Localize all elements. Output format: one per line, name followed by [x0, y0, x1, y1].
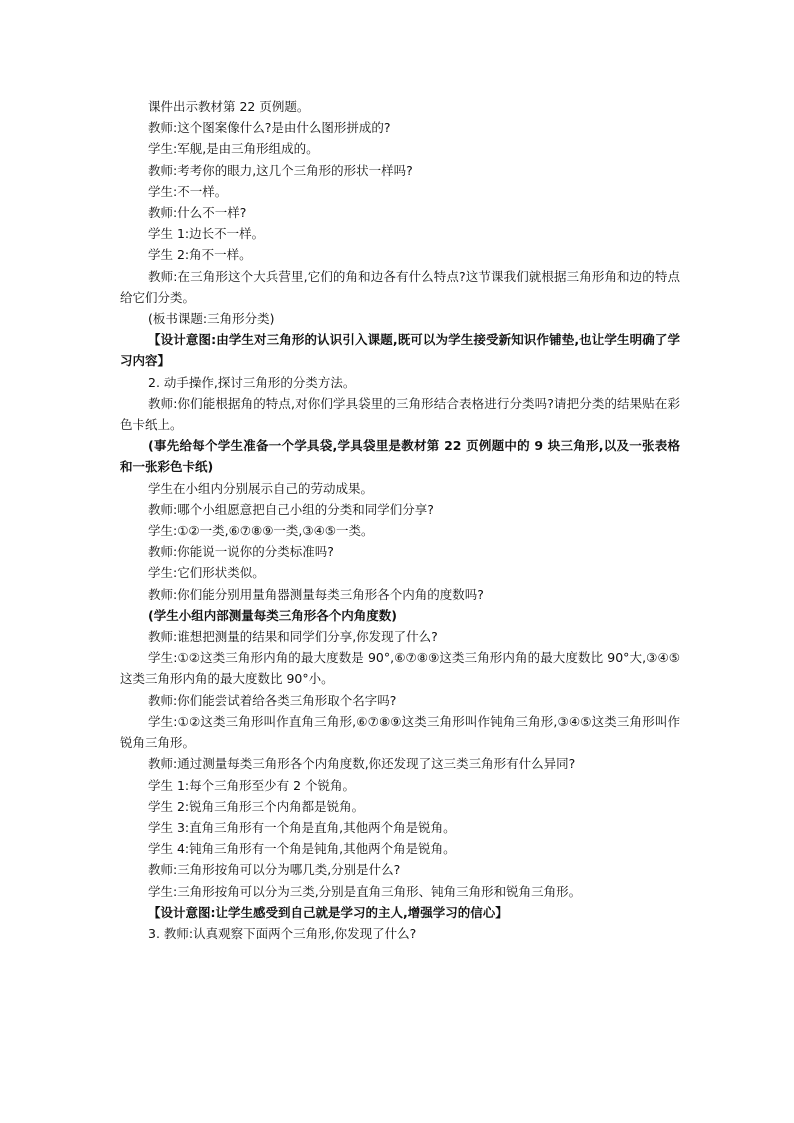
design-intent-note: 【设计意图:让学生感受到自己就是学习的主人,增强学习的信心】	[148, 904, 508, 920]
text-line: 学生:它们形状类似。	[148, 565, 265, 581]
text-paragraph: 学生:①②这类三角形叫作直角三角形,⑥⑦⑧⑨这类三角形叫作钝角三角形,③④⑤这类三角形叫作锐角三角形。	[120, 713, 680, 751]
section-heading: 2. 动手操作,探讨三角形的分类方法。	[148, 374, 356, 390]
text-line: 学生 2:角不一样。	[148, 247, 252, 263]
text-line: 学生:不一样。	[148, 183, 228, 199]
text-line: 教师:考考你的眼力,这几个三角形的形状一样吗?	[148, 162, 413, 178]
text-paragraph: 学生:三角形按角可以分为三类,分别是直角三角形、钝角三角形和锐角三角形。	[148, 883, 582, 899]
activity-note: (学生小组内部测量每类三角形各个内角度数)	[148, 607, 397, 623]
text-line: (板书课题:三角形分类)	[148, 311, 275, 327]
text-paragraph: 学生:①②这类三角形内角的最大度数是 90°,⑥⑦⑧⑨这类三角形内角的最大度数比 90°大,③④⑤这类三角形内角的最大度数比 90°小。	[120, 650, 680, 687]
design-intent-note: 【设计意图:由学生对三角形的认识引入课题,既可以为学生接受新知识作铺垫,也让学生明确了学习内容】	[120, 332, 680, 369]
text-line: 学生 4:钝角三角形有一个角是钝角,其他两个角是锐角。	[148, 841, 456, 857]
text-line: 教师:哪个小组愿意把自己小组的分类和同学们分享?	[148, 501, 434, 517]
text-line: 学生 2:锐角三角形三个内角都是锐角。	[148, 798, 365, 814]
text-paragraph: 教师:在三角形这个大兵营里,它们的角和边各有什么特点?这节课我们就根据三角形角和边的特点给它们分类。	[120, 268, 680, 305]
text-line: 教师:这个图案像什么?是由什么图形拼成的?	[148, 120, 391, 136]
text-line: 教师:谁想把测量的结果和同学们分享,你发现了什么?	[148, 629, 438, 645]
preparation-note: (事先给每个学生准备一个学具袋,学具袋里是教材第 22 页例题中的 9 块三角形,以及一张表格和一张彩色卡纸)	[120, 438, 680, 475]
text-line: 教师:你们能分别用量角器测量每类三角形各个内角的度数吗?	[148, 586, 484, 602]
text-line: 学生 1:边长不一样。	[148, 226, 265, 242]
text-line: 学生 1:每个三角形至少有 2 个锐角。	[148, 777, 356, 793]
section-heading: 3. 教师:认真观察下面两个三角形,你发现了什么?	[148, 925, 417, 941]
document-body	[120, 96, 680, 944]
text-line: 教师:你能说一说你的分类标准吗?	[148, 544, 334, 560]
text-line: 学生:①②一类,⑥⑦⑧⑨一类,③④⑤一类。	[148, 523, 374, 539]
text-line: 学生 3:直角三角形有一个角是直角,其他两个角是锐角。	[148, 819, 456, 835]
text-line: 学生在小组内分别展示自己的劳动成果。	[148, 480, 374, 496]
text-line: 教师:什么不一样?	[148, 205, 247, 221]
text-line: 课件出示教材第 22 页例题。	[148, 99, 310, 114]
text-line: 教师:你们能尝试着给各类三角形取个名字吗?	[148, 692, 397, 708]
text-line: 教师:三角形按角可以分为哪几类,分别是什么?	[148, 862, 401, 878]
text-line: 学生:军舰,是由三角形组成的。	[148, 141, 319, 157]
text-paragraph: 教师:你们能根据角的特点,对你们学具袋里的三角形结合表格进行分类吗?请把分类的结果贴在彩色卡纸上。	[120, 395, 680, 433]
text-line: 教师:通过测量每类三角形各个内角度数,你还发现了这三类三角形有什么异同?	[148, 756, 576, 772]
